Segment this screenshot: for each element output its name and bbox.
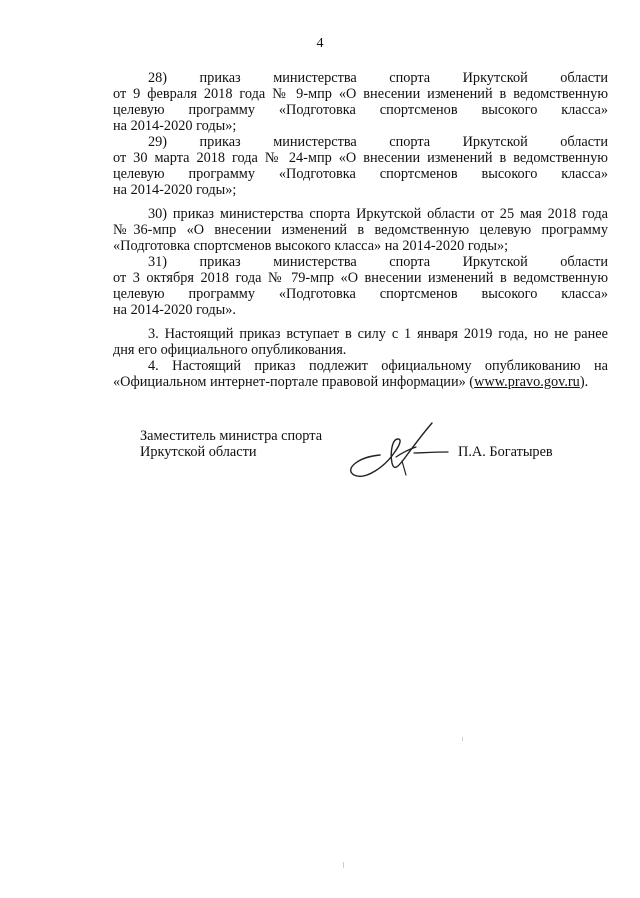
word: области [560, 70, 609, 86]
item-29-line-4 [113, 182, 608, 198]
word: области [560, 134, 609, 150]
word: класса» [561, 166, 609, 182]
word: приказ [199, 70, 241, 86]
word: высокого [481, 102, 538, 118]
item-29-line-1 [148, 134, 608, 150]
word: целевую [113, 166, 165, 182]
text: на 2014-2020 годы». [113, 302, 236, 318]
item-31-line-1 [148, 254, 608, 270]
item-28-line-4 [113, 118, 608, 134]
signatory-title-line-1: Заместитель министра спорта [140, 428, 323, 444]
word: программу [188, 166, 256, 182]
word: 31) [148, 254, 168, 270]
item-28-line-1 [148, 70, 608, 86]
word: приказ [199, 134, 241, 150]
item-31-line-3 [113, 286, 608, 302]
item-30-line-1 [148, 206, 608, 222]
word: спортсменов [379, 286, 458, 302]
word: высокого [481, 286, 538, 302]
clause-4-end: ). [579, 374, 589, 390]
word: министерства [273, 254, 357, 270]
text: 30) приказ министерства спорта Иркутской области от 25 мая 2018 года [148, 206, 608, 222]
word: спорта [389, 134, 431, 150]
word: области [560, 254, 609, 270]
signatory-name: П.А. Богатырев [458, 444, 553, 460]
word: программу [188, 102, 256, 118]
pravo-link[interactable]: www.pravo.gov.ru [474, 374, 580, 390]
word: Иркутской [462, 134, 528, 150]
clause-3-line-2: дня его официального опубликования. [113, 342, 347, 358]
clause-4-text: «Официальном интернет-портале правовой информации» ( [113, 374, 475, 390]
word: министерства [273, 134, 357, 150]
word: 28) [148, 70, 168, 86]
item-29-line-2 [113, 150, 608, 166]
word: Иркутской [462, 70, 528, 86]
text: от 3 октября 2018 года № 79-мпр «О внесении изменений в ведомственную [113, 270, 608, 286]
word: «Подготовка [278, 102, 356, 118]
item-31-line-4 [113, 302, 608, 318]
word: класса» [561, 102, 609, 118]
word: спорта [389, 70, 431, 86]
text: на 2014-2020 годы»; [113, 118, 237, 134]
word: целевую [113, 286, 165, 302]
word: Иркутской [462, 254, 528, 270]
item-28-line-2 [113, 86, 608, 102]
item-31-line-2 [113, 270, 608, 286]
item-28-line-3 [113, 102, 608, 118]
word: «Подготовка [278, 286, 356, 302]
word: программу [188, 286, 256, 302]
word: высокого [481, 166, 538, 182]
text: №36-мпр «О внесении изменений в ведомственную целевую программу [113, 222, 608, 238]
page-number: 4 [316, 36, 324, 51]
item-30-line-2 [113, 222, 608, 238]
item-29-line-3 [113, 166, 608, 182]
word: 29) [148, 134, 168, 150]
scan-artifact [343, 862, 344, 868]
item-30-line-3 [113, 238, 608, 254]
text: «Подготовка спортсменов высокого класса» на 2014-2020 годы»; [113, 238, 509, 254]
scan-artifact [462, 737, 463, 741]
text: от 30 марта 2018 года № 24-мпр «О внесении изменений в ведомственную [113, 150, 608, 166]
clause-4-line-1: 4. Настоящий приказ подлежит официальному опубликованию на [148, 358, 608, 374]
word: целевую [113, 102, 165, 118]
clause-4-line-2 [113, 374, 608, 390]
word: спортсменов [379, 166, 458, 182]
clause-3-line-1: 3. Настоящий приказ вступает в силу с 1 января 2019 года, но не ранее [148, 326, 608, 342]
word: «Подготовка [278, 166, 356, 182]
text: от 9 февраля 2018 года № 9-мпр «О внесении изменений в ведомственную [113, 86, 608, 102]
text: на 2014-2020 годы»; [113, 182, 237, 198]
signatory-title-line-2: Иркутской области [140, 444, 257, 460]
word: спорта [389, 254, 431, 270]
handwritten-signature [340, 417, 450, 482]
word: спортсменов [379, 102, 458, 118]
word: приказ [199, 254, 241, 270]
word: министерства [273, 70, 357, 86]
word: класса» [561, 286, 609, 302]
